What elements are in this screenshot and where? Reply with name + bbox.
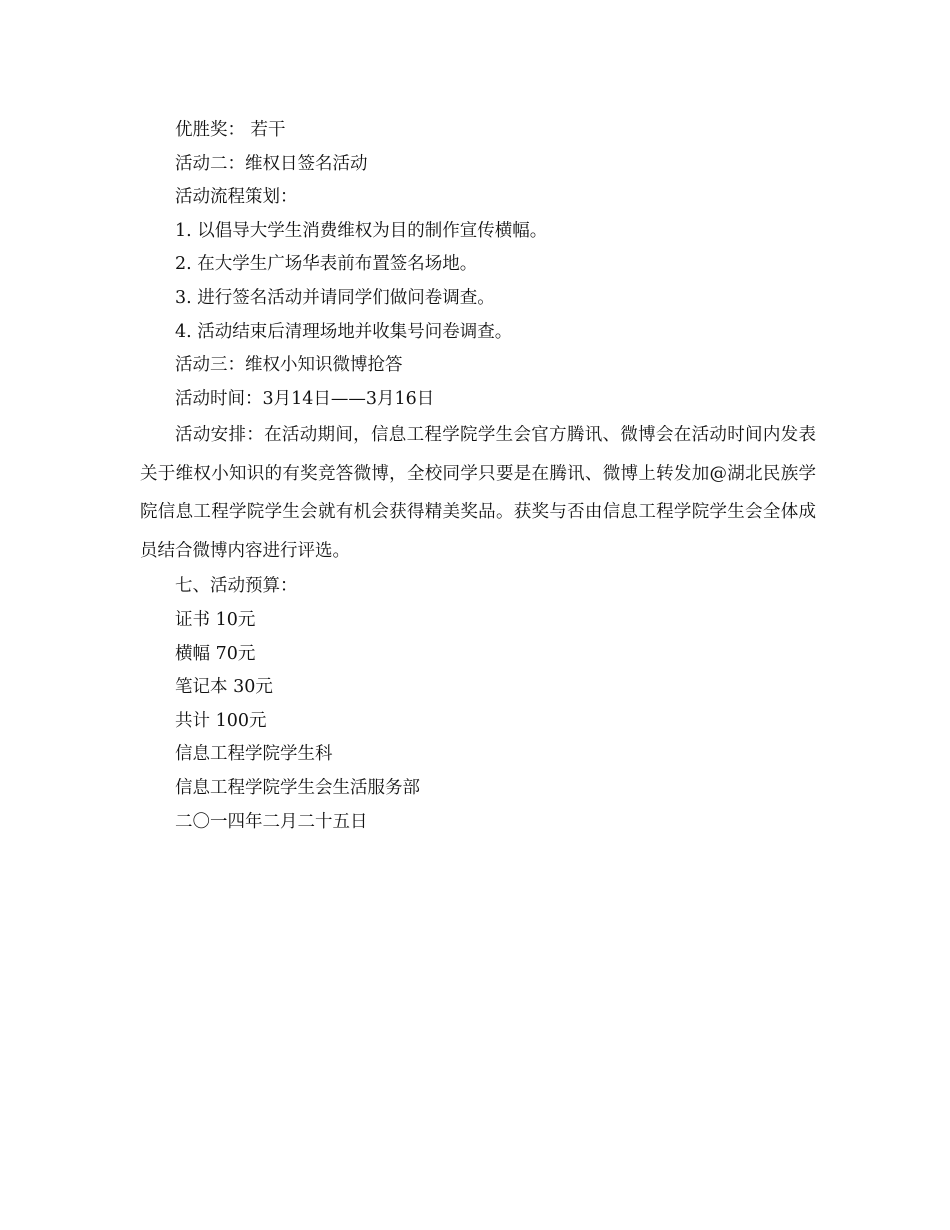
text-line: 优胜奖： 若干: [175, 120, 286, 140]
text-line: 活动流程策划：: [175, 187, 298, 208]
text-line: 活动三：维权小知识微博抢答: [175, 355, 403, 376]
date-line: 二〇一四年二月二十五日: [175, 811, 368, 832]
budget-item: 横幅 70元: [175, 643, 256, 664]
section-heading: 七、活动预算：: [175, 576, 298, 597]
signature-line: 信息工程学院学生会生活服务部: [175, 777, 420, 798]
budget-item: 笔记本 30元: [175, 677, 273, 698]
list-item: 4. 活动结束后清理场地并收集号问卷调查。: [175, 321, 513, 342]
list-item: 1. 以倡导大学生消费维权为目的制作宣传横幅。: [175, 220, 548, 241]
budget-item: 证书 10元: [175, 609, 256, 630]
activity-paragraph: 活动安排：在活动期间，信息工程学院学生会官方腾讯、微博会在活动时间内发表关于维权小知识的有奖竞答微博，全校同学只要是在腾讯、微博上转发加@湖北民族学院信息工程学院学生会就有机会获得精美奖品。获奖与否由信息工程学院学生会全体成员结合微博内容进行评选。: [140, 425, 816, 561]
document-body: [140, 114, 816, 839]
budget-total: 共计 100元: [175, 710, 267, 731]
text-line: 活动二：维权日签名活动: [175, 153, 368, 174]
list-item: 3. 进行签名活动并请同学们做问卷调查。: [175, 287, 495, 308]
list-item: 2. 在大学生广场华表前布置签名场地。: [175, 254, 478, 275]
signature-line: 信息工程学院学生科: [175, 744, 333, 765]
text-line: 活动时间：3月14日——3月16日: [175, 388, 435, 409]
